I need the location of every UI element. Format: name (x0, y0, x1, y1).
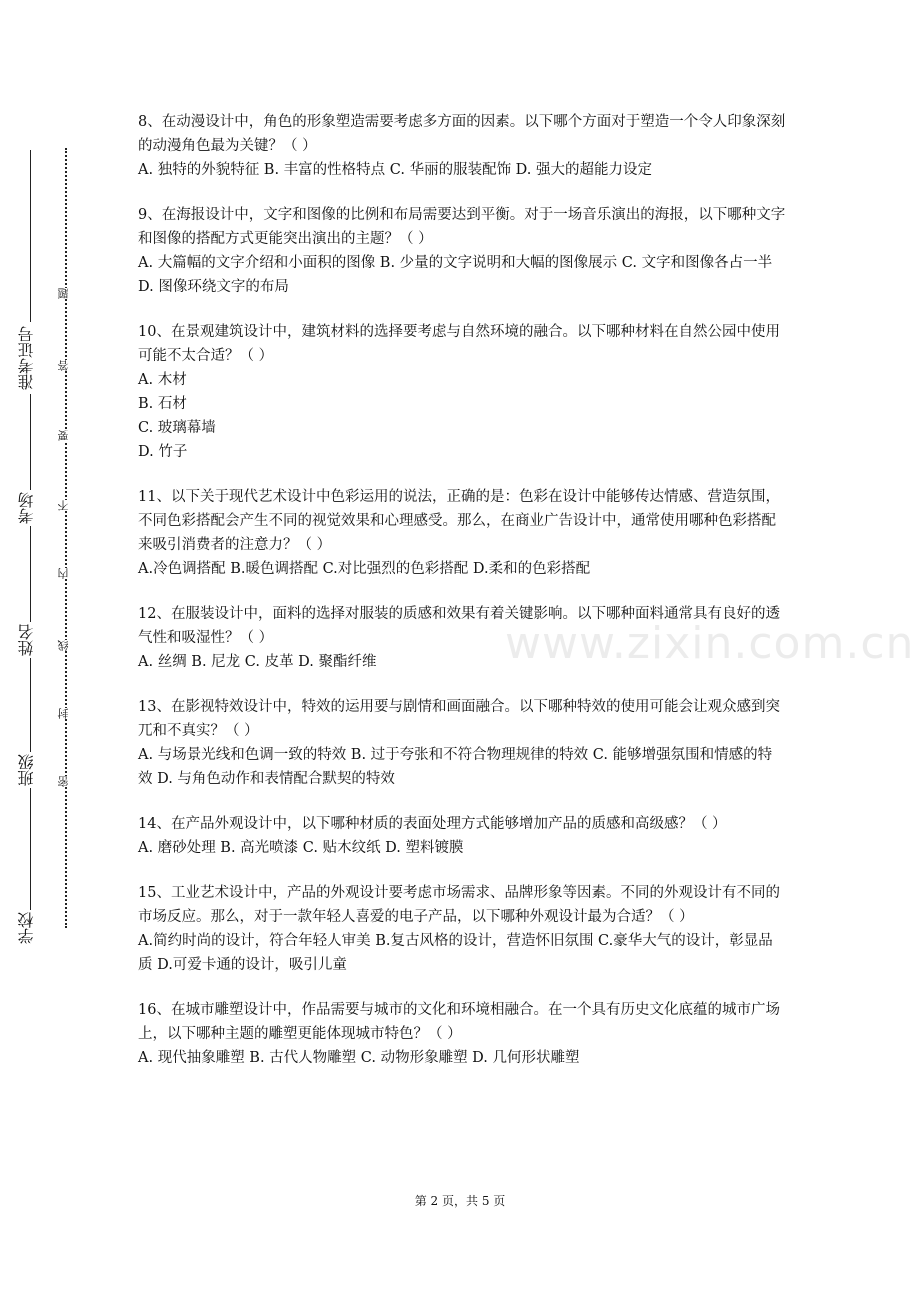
question-stem: 13、在影视特效设计中，特效的运用要与剧情和画面融合。以下哪种特效的使用可能会让观众感到突兀和不真实？（ ） (138, 699, 780, 739)
question-stem: 10、在景观建筑设计中，建筑材料的选择要考虑与自然环境的融合。以下哪种材料在自然公园中使用可能不太合适？（ ） (138, 324, 780, 364)
question-options: A. 丝绸 B. 尼龙 C. 皮革 D. 聚酯纤维 (138, 654, 377, 670)
binding-margin (0, 0, 120, 1302)
question-13 (138, 695, 786, 791)
question-stem: 8、在动漫设计中，角色的形象塑造需要考虑多方面的因素。以下哪个方面对于塑造一个令人印象深刻的动漫角色最为关键？（ ） (138, 114, 786, 154)
question-stem: 14、在产品外观设计中，以下哪种材质的表面处理方式能够增加产品的质感和高级感？（ ） (138, 816, 727, 832)
option-c: C. 玻璃幕墙 (138, 420, 216, 436)
seal-char-xian: 线 (57, 640, 73, 651)
question-options: A. 独特的外貌特征 B. 丰富的性格特点 C. 华丽的服装配饰 D. 强大的超能力设定 (138, 162, 653, 178)
seal-char-feng: 封 (57, 708, 73, 719)
question-stem: 9、在海报设计中，文字和图像的比例和布局需要达到平衡。对于一场音乐演出的海报，以下哪种文字和图像的搭配方式更能突出演出的主题？（ ） (138, 207, 786, 247)
page-footer: 第 2 页，共 5 页 (414, 1194, 506, 1208)
option-d: D. 竹子 (138, 444, 188, 460)
question-stem: 11、以下关于现代艺术设计中色彩运用的说法，正确的是：色彩在设计中能够传达情感、营造氛围，不同色彩搭配会产生不同的视觉效果和心理感受。那么，在商业广告设计中，通常使用哪种色彩搭配来吸引消费者的注意力？（ ） (138, 489, 780, 553)
exam-number-label: 准考证号 (18, 322, 42, 394)
seal-char-nei: 内 (57, 568, 73, 579)
question-options: A. 与场景光线和色调一致的特效 B. 过于夸张和不符合物理规律的特效 C. 能够增强氛围和情感的特效 D. 与角色动作和表情配合默契的特效 (138, 747, 773, 787)
seal-char-da: 答 (57, 360, 73, 371)
class-label: 班级 (18, 752, 42, 788)
school-label: 学校 (18, 910, 42, 946)
seal-dotted-line (65, 148, 67, 928)
question-8 (138, 110, 786, 182)
question-options: A.简约时尚的设计，符合年轻人审美 B.复古风格的设计，营造怀旧氛围 C.豪华大气的设计，彰显品质 D.可爱卡通的设计，吸引儿童 (138, 933, 773, 973)
option-a: A. 木材 (138, 372, 187, 388)
seal-char-mi: 密 (57, 776, 73, 787)
exam-room-label: 考场 (18, 490, 42, 526)
question-15 (138, 881, 786, 977)
question-options: A. 现代抽象雕塑 B. 古代人物雕塑 C. 动物形象雕塑 D. 几何形状雕塑 (138, 1050, 580, 1066)
question-11 (138, 485, 786, 581)
option-b: B. 石材 (138, 396, 187, 412)
question-14 (138, 812, 786, 860)
question-stem: 12、在服装设计中，面料的选择对服装的质感和效果有着关键影响。以下哪种面料通常具有良好的透气性和吸湿性？（ ） (138, 606, 780, 646)
seal-char-yao: 要 (57, 430, 73, 441)
watermark: www.zixin.com.cn (505, 618, 915, 669)
question-stem: 15、工业艺术设计中，产品的外观设计要考虑市场需求、品牌形象等因素。不同的外观设计有不同的市场反应。那么，对于一款年轻人喜爱的电子产品，以下哪种外观设计最为合适？（ ） (138, 885, 780, 925)
question-options: A. 大篇幅的文字介绍和小面积的图像 B. 少量的文字说明和大幅的图像展示 C. 文字和图像各占一半 D. 图像环绕文字的布局 (138, 255, 773, 295)
answer-line (30, 150, 31, 940)
question-10 (138, 320, 786, 464)
question-16 (138, 998, 786, 1070)
question-options: A.冷色调搭配 B.暖色调搭配 C.对比强烈的色彩搭配 D.柔和的色彩搭配 (138, 561, 591, 577)
seal-char-ti: 题 (57, 288, 73, 299)
name-label: 姓名 (18, 622, 42, 658)
question-9 (138, 203, 786, 299)
question-stem: 16、在城市雕塑设计中，作品需要与城市的文化和环境相融合。在一个具有历史文化底蕴的城市广场上，以下哪种主题的雕塑更能体现城市特色？（ ） (138, 1002, 780, 1042)
question-12 (138, 602, 786, 674)
question-options: A. 磨砂处理 B. 高光喷漆 C. 贴木纹纸 D. 塑料镀膜 (138, 840, 464, 856)
seal-char-bu: 不 (57, 500, 73, 511)
question-list (138, 110, 786, 1091)
